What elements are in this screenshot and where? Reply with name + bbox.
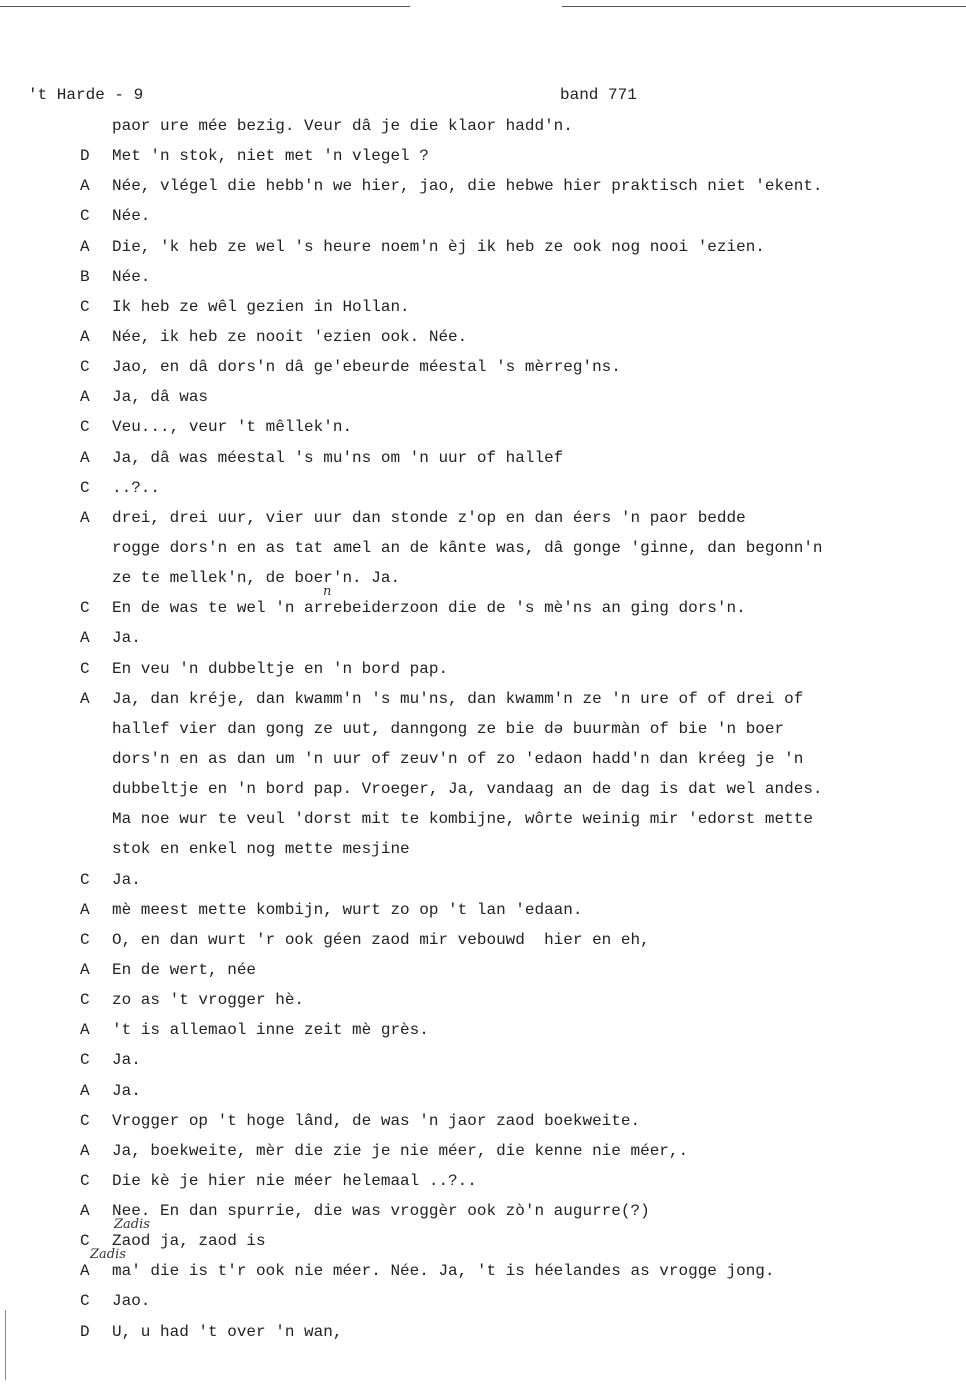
transcript-line bbox=[0, 684, 966, 714]
handwritten-correction: Zadis bbox=[114, 1217, 150, 1233]
transcript-line bbox=[0, 1247, 966, 1286]
transcript-line bbox=[0, 1136, 966, 1166]
handwritten-correction: Zadis bbox=[90, 1247, 126, 1263]
transcript-line bbox=[0, 292, 966, 322]
speaker-label: A bbox=[80, 448, 90, 467]
utterance-text: U, u had 't over 'n wan, bbox=[112, 1322, 343, 1341]
transcript-line bbox=[0, 262, 966, 292]
utterance-text: mè meest mette kombijn, wurt zo op 't lan 'edaan. bbox=[112, 900, 583, 919]
top-rule-left bbox=[0, 6, 410, 7]
speaker-label: C bbox=[80, 358, 90, 377]
speaker-label: C bbox=[80, 1292, 90, 1311]
utterance-text: Die, 'k heb ze wel 's heure noem'n èj ik heb ze ook nog nooi 'ezien. bbox=[112, 237, 765, 256]
transcript-line bbox=[0, 714, 966, 744]
transcript-line bbox=[0, 895, 966, 925]
utterance-text: Née. bbox=[112, 267, 151, 286]
speaker-label: C bbox=[80, 1111, 90, 1130]
utterance-text: Nee. En dan spurrie, die was vroggèr ook zò'n augurre(?) bbox=[112, 1202, 650, 1221]
header-place: 't Harde - 9 bbox=[28, 86, 144, 104]
speaker-label: A bbox=[80, 900, 90, 919]
transcript-line bbox=[0, 1015, 966, 1045]
speaker-label: C bbox=[80, 297, 90, 316]
transcript-line bbox=[0, 1106, 966, 1136]
utterance-text: Née. bbox=[112, 207, 151, 226]
transcript-line bbox=[0, 171, 966, 201]
utterance-text: rogge dors'n en as tat amel an de kânte was, dâ gonge 'ginne, dan begonn'n bbox=[112, 538, 823, 557]
utterance-text: Ja, boekweite, mèr die zie je nie méer, die kenne nie méer,. bbox=[112, 1141, 689, 1160]
speaker-label: A bbox=[80, 508, 90, 527]
speaker-label: C bbox=[80, 418, 90, 437]
transcript-line bbox=[0, 1166, 966, 1196]
transcript-line bbox=[0, 412, 966, 442]
speaker-label: C bbox=[80, 207, 90, 226]
speaker-label: A bbox=[80, 629, 90, 648]
utterance-text: 't is allemaol inne zeit mè grès. bbox=[112, 1021, 429, 1040]
utterance-text: Ja, dâ was bbox=[112, 388, 209, 407]
transcript-line bbox=[0, 985, 966, 1015]
transcript-line bbox=[0, 804, 966, 834]
utterance-text: Ja. bbox=[112, 1081, 141, 1100]
transcript-line bbox=[0, 584, 966, 623]
transcript-line bbox=[0, 201, 966, 231]
utterance-text: drei, drei uur, vier uur dan stonde z'op en dan éers 'n paor bedde bbox=[112, 508, 746, 527]
speaker-label: C bbox=[80, 599, 90, 618]
utterance-text: En de was te wel 'n arrebeiderzoon die de 's mè'ns an ging dors'n. bbox=[112, 599, 746, 618]
utterance-text: ze te mellek'n, de boer'n. Ja. bbox=[112, 569, 401, 588]
utterance-text: dors'n en as dan um 'n uur of zeuv'n of zo 'edaon hadd'n dan kréeg je 'n bbox=[112, 749, 804, 768]
top-rule-right bbox=[562, 6, 966, 7]
speaker-label: A bbox=[80, 1202, 90, 1221]
speaker-label: A bbox=[80, 1021, 90, 1040]
utterance-text: Veu..., veur 't mêllek'n. bbox=[112, 418, 353, 437]
transcript-line bbox=[0, 925, 966, 955]
transcript bbox=[0, 111, 966, 1347]
transcript-line bbox=[0, 1076, 966, 1106]
utterance-text: zo as 't vrogger hè. bbox=[112, 991, 305, 1010]
transcript-line bbox=[0, 533, 966, 563]
utterance-text: Jao. bbox=[112, 1292, 151, 1311]
transcript-line bbox=[0, 503, 966, 533]
speaker-label: C bbox=[80, 1232, 90, 1251]
utterance-text: Ma noe wur te veul 'dorst mit te kombijne, wôrte weinig mir 'edorst mette bbox=[112, 810, 813, 829]
speaker-label: A bbox=[80, 689, 90, 708]
transcript-line bbox=[0, 141, 966, 171]
utterance-text: O, en dan wurt 'r ook géen zaod mir vebouwd hier en eh, bbox=[112, 930, 650, 949]
speaker-label: C bbox=[80, 478, 90, 497]
utterance-text: Zaod ja, zaod is bbox=[112, 1232, 266, 1251]
utterance-text: Ja, dan kréje, dan kwamm'n 's mu'ns, dan kwamm'n ze 'n ure of of drei of bbox=[112, 689, 804, 708]
utterance-text: Vrogger op 't hoge lând, de was 'n jaor zaod boekweite. bbox=[112, 1111, 641, 1130]
utterance-text: Met 'n stok, niet met 'n vlegel ? bbox=[112, 147, 429, 166]
utterance-text: paor ure mée bezig. Veur dâ je die klaor hadd'n. bbox=[112, 117, 573, 135]
speaker-label: C bbox=[80, 870, 90, 889]
transcript-line bbox=[0, 654, 966, 684]
speaker-label: A bbox=[80, 327, 90, 346]
transcript-line bbox=[0, 955, 966, 985]
speaker-label: A bbox=[80, 177, 90, 196]
utterance-text: Née, vlégel die hebb'n we hier, jao, die hebwe hier praktisch niet 'ekent. bbox=[112, 177, 823, 196]
speaker-label: C bbox=[80, 930, 90, 949]
transcript-line bbox=[0, 443, 966, 473]
speaker-label: B bbox=[80, 267, 90, 286]
speaker-label: A bbox=[80, 388, 90, 407]
utterance-text: Née, ik heb ze nooit 'ezien ook. Née. bbox=[112, 327, 468, 346]
transcript-line bbox=[0, 774, 966, 804]
transcript-line bbox=[0, 563, 966, 593]
utterance-text: En veu 'n dubbeltje en 'n bord pap. bbox=[112, 659, 449, 678]
transcript-line bbox=[0, 1217, 966, 1256]
transcript-line bbox=[0, 232, 966, 262]
utterance-text: ma' die is t'r ook nie méer. Née. Ja, 't is héelandes as vrogge jong. bbox=[112, 1262, 775, 1281]
utterance-text: hallef vier dan gong ze uut, danngong ze bie də buurmàn of bie 'n boer bbox=[112, 719, 785, 738]
speaker-label: C bbox=[80, 659, 90, 678]
speaker-label: C bbox=[80, 1171, 90, 1190]
transcript-line bbox=[0, 382, 966, 412]
speaker-label: C bbox=[80, 1051, 90, 1070]
utterance-text: Ja. bbox=[112, 629, 141, 648]
transcript-line bbox=[0, 865, 966, 895]
transcript-line bbox=[0, 111, 966, 141]
speaker-label: A bbox=[80, 960, 90, 979]
speaker-label: A bbox=[80, 1262, 90, 1281]
speaker-label: A bbox=[80, 1141, 90, 1160]
utterance-text: stok en enkel nog mette mesjine bbox=[112, 840, 410, 859]
speaker-label: D bbox=[80, 1322, 90, 1341]
speaker-label: A bbox=[80, 237, 90, 256]
handwritten-insertion: n bbox=[323, 584, 332, 600]
transcript-line bbox=[0, 834, 966, 864]
transcript-line bbox=[0, 473, 966, 503]
utterance-text: dubbeltje en 'n bord pap. Vroeger, Ja, vandaag an de dag is dat wel andes. bbox=[112, 780, 823, 799]
speaker-label: A bbox=[80, 1081, 90, 1100]
utterance-text: Ja. bbox=[112, 1051, 141, 1070]
transcript-line bbox=[0, 623, 966, 653]
header-tape-number: band 771 bbox=[560, 86, 637, 104]
transcript-line bbox=[0, 744, 966, 774]
utterance-text: Ik heb ze wêl gezien in Hollan. bbox=[112, 297, 410, 316]
transcript-line bbox=[0, 352, 966, 382]
utterance-text: En de wert, née bbox=[112, 960, 257, 979]
utterance-text: Jao, en dâ dors'n dâ ge'ebeurde méestal 's mèrreg'ns. bbox=[112, 358, 621, 377]
utterance-text: Ja. bbox=[112, 870, 141, 889]
speaker-label: D bbox=[80, 147, 90, 166]
utterance-text: ..?.. bbox=[112, 478, 161, 497]
speaker-label: C bbox=[80, 991, 90, 1010]
transcript-line bbox=[0, 322, 966, 352]
utterance-text: Ja, dâ was méestal 's mu'ns om 'n uur of hallef bbox=[112, 448, 564, 467]
page-header bbox=[28, 83, 728, 107]
transcript-line bbox=[0, 1045, 966, 1075]
utterance-text: Die kè je hier nie méer helemaal ..?.. bbox=[112, 1171, 477, 1190]
transcript-line bbox=[0, 1317, 966, 1347]
transcript-line bbox=[0, 1286, 966, 1316]
